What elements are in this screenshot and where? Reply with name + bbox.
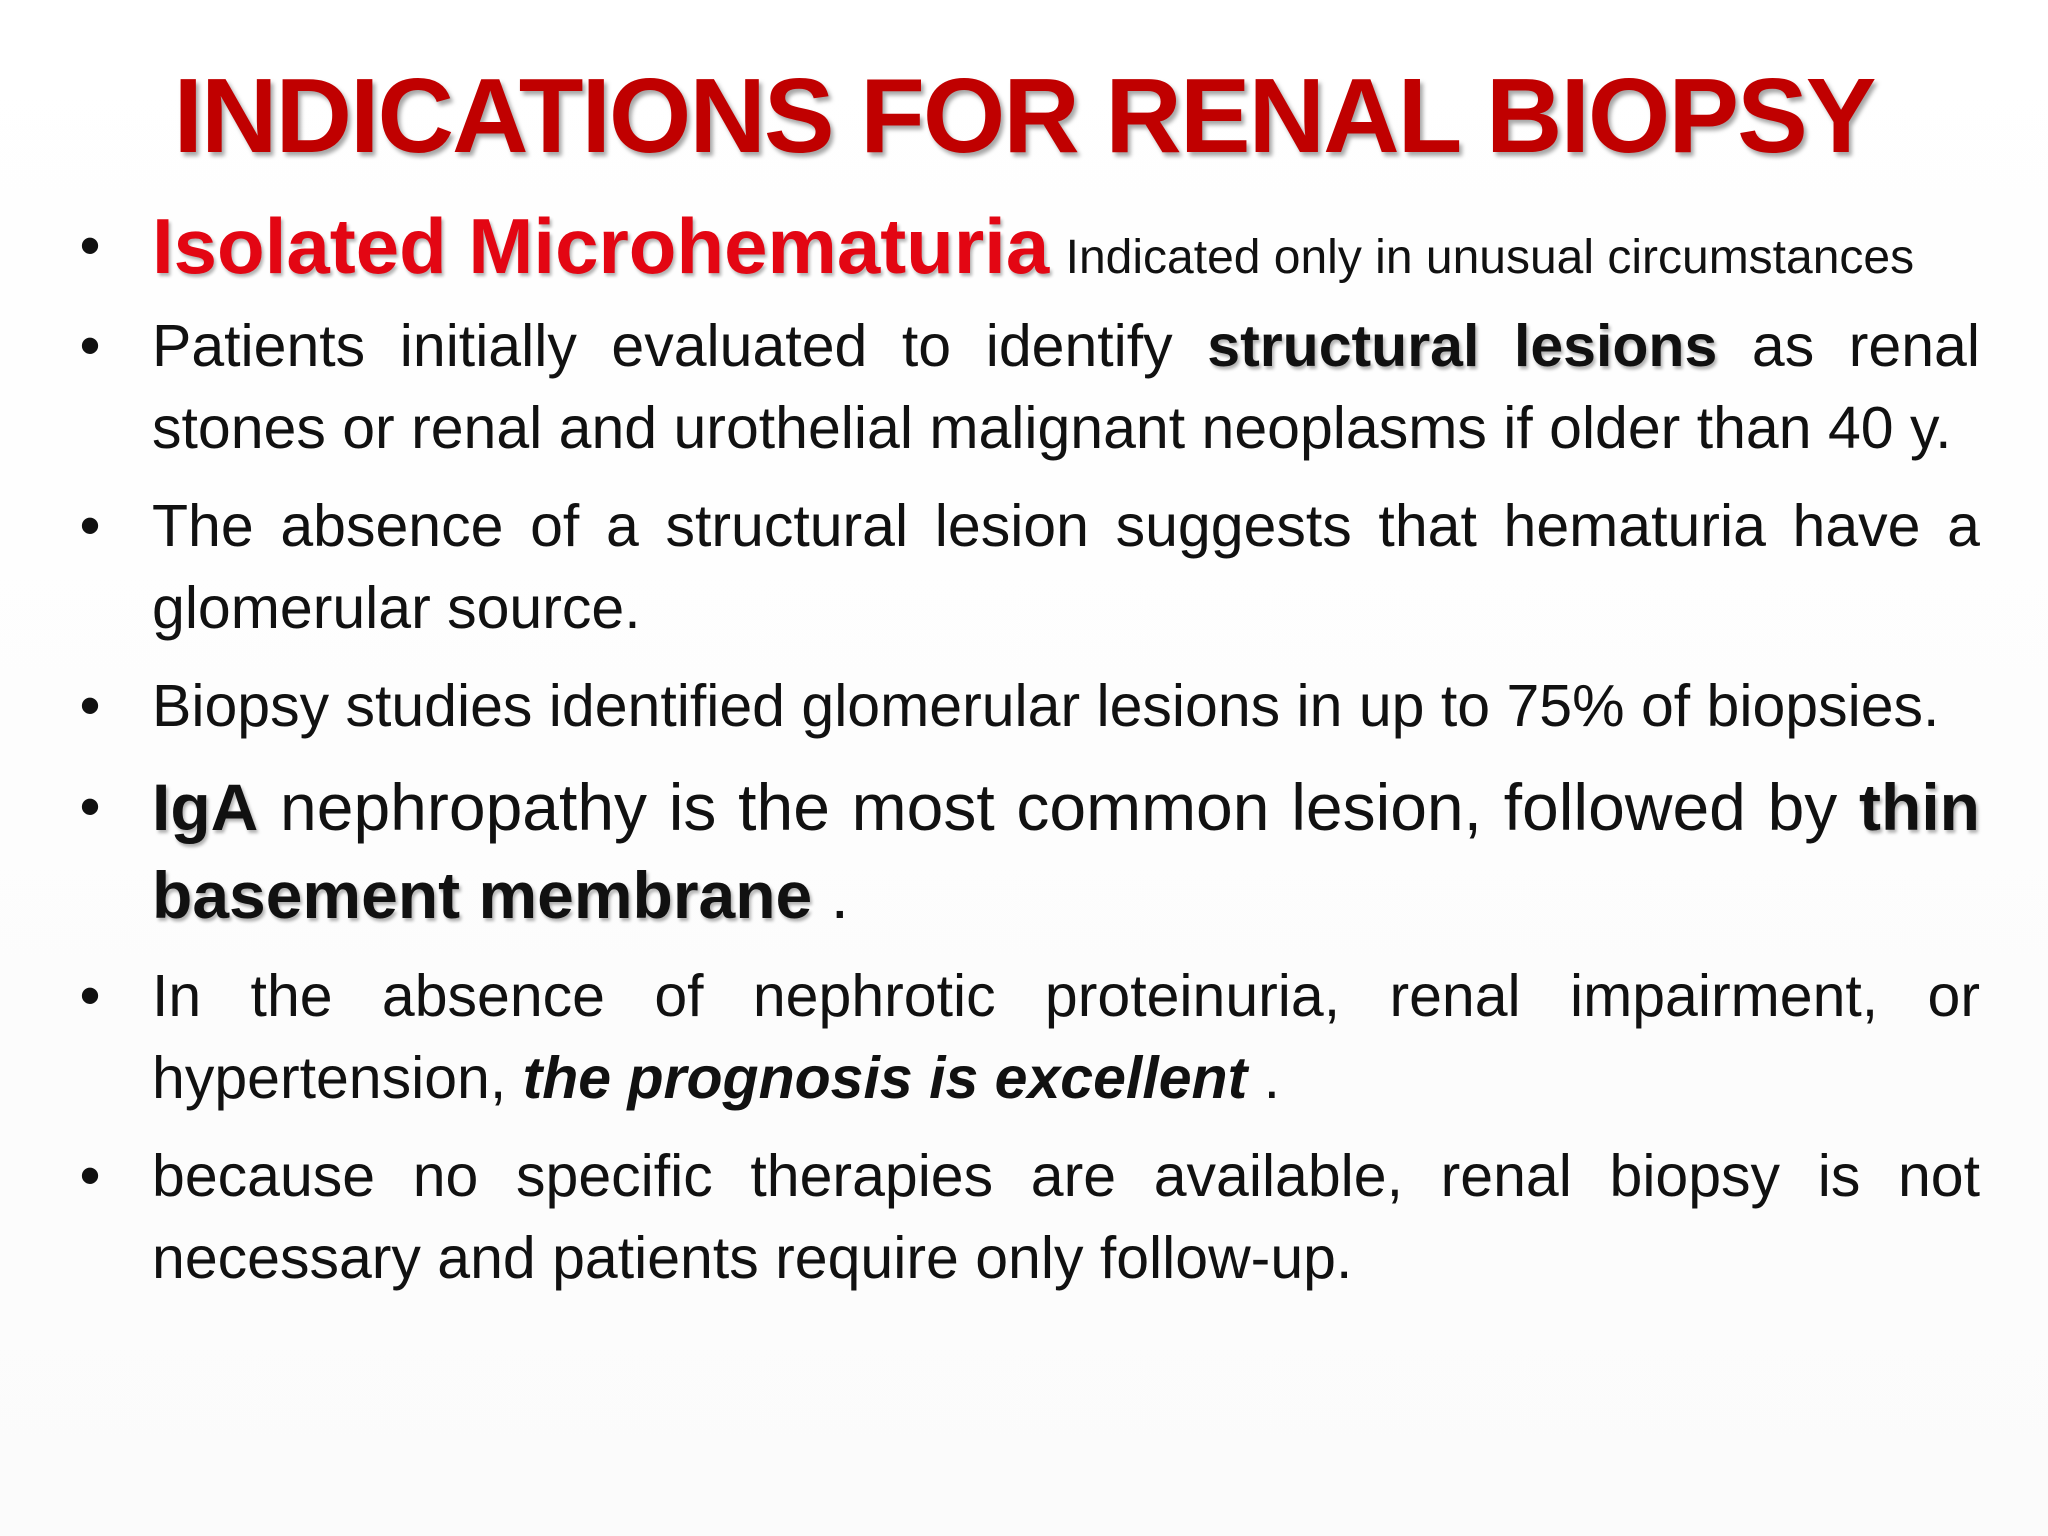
bullet-text: as renal stones or renal and urothelial malignant neoplasms if older than 40 y. xyxy=(152,313,1980,461)
bullet-text: Biopsy studies identified glomerular lesions in up to 75% of biopsies. xyxy=(152,673,1940,739)
bullet-dot: • xyxy=(79,962,101,1029)
bullet-dot: • xyxy=(79,492,101,559)
bullet-dot: • xyxy=(79,212,101,279)
bullet-list xyxy=(70,202,1980,1315)
bullet-note: Indicated only in unusual circumstances xyxy=(1065,231,1915,284)
bullet-italic-text: the prognosis is excellent xyxy=(522,1045,1248,1111)
bullet-dot: • xyxy=(79,312,101,379)
bullet-text: The absence of a structural lesion suggests that hematuria have a glomerular source. xyxy=(152,493,1980,641)
bullet-text: In the absence of nephrotic proteinuria, renal impairment, or hypertension, xyxy=(152,963,1980,1111)
bullet-dot: • xyxy=(79,1142,101,1209)
slide-title: INDICATIONS FOR RENAL BIOPSY xyxy=(173,57,1875,175)
bullet-bold-text: thin basement membrane xyxy=(152,770,1980,932)
bullet-text: . xyxy=(1247,1045,1281,1111)
bullet-text: Patients initially evaluated to identify xyxy=(152,313,1208,379)
bullet-isolated-microhematuria xyxy=(70,202,1980,299)
bullet-bold-text: IgA xyxy=(152,770,259,844)
bullet-text: . xyxy=(812,858,849,932)
bullet-text: because no specific therapies are available, renal biopsy is not necessary and patients require only follow-up. xyxy=(152,1143,1980,1291)
bullet-text: nephropathy is the most common lesion, followed by xyxy=(258,770,1860,844)
bullet-prognosis xyxy=(70,955,1980,1119)
bullet-dot: • xyxy=(79,672,101,739)
bullet-no-specific-therapies xyxy=(70,1135,1980,1299)
bullet-dot: • xyxy=(79,773,101,840)
bullet-heading: Isolated Microhematuria xyxy=(152,202,1050,290)
bullet-iga-nephropathy xyxy=(70,763,1980,939)
bullet-absence-structural-lesion xyxy=(70,485,1980,649)
bullet-structural-lesions xyxy=(70,305,1980,469)
bullet-bold-text: structural lesions xyxy=(1207,313,1718,379)
bullet-biopsy-studies xyxy=(70,665,1980,747)
